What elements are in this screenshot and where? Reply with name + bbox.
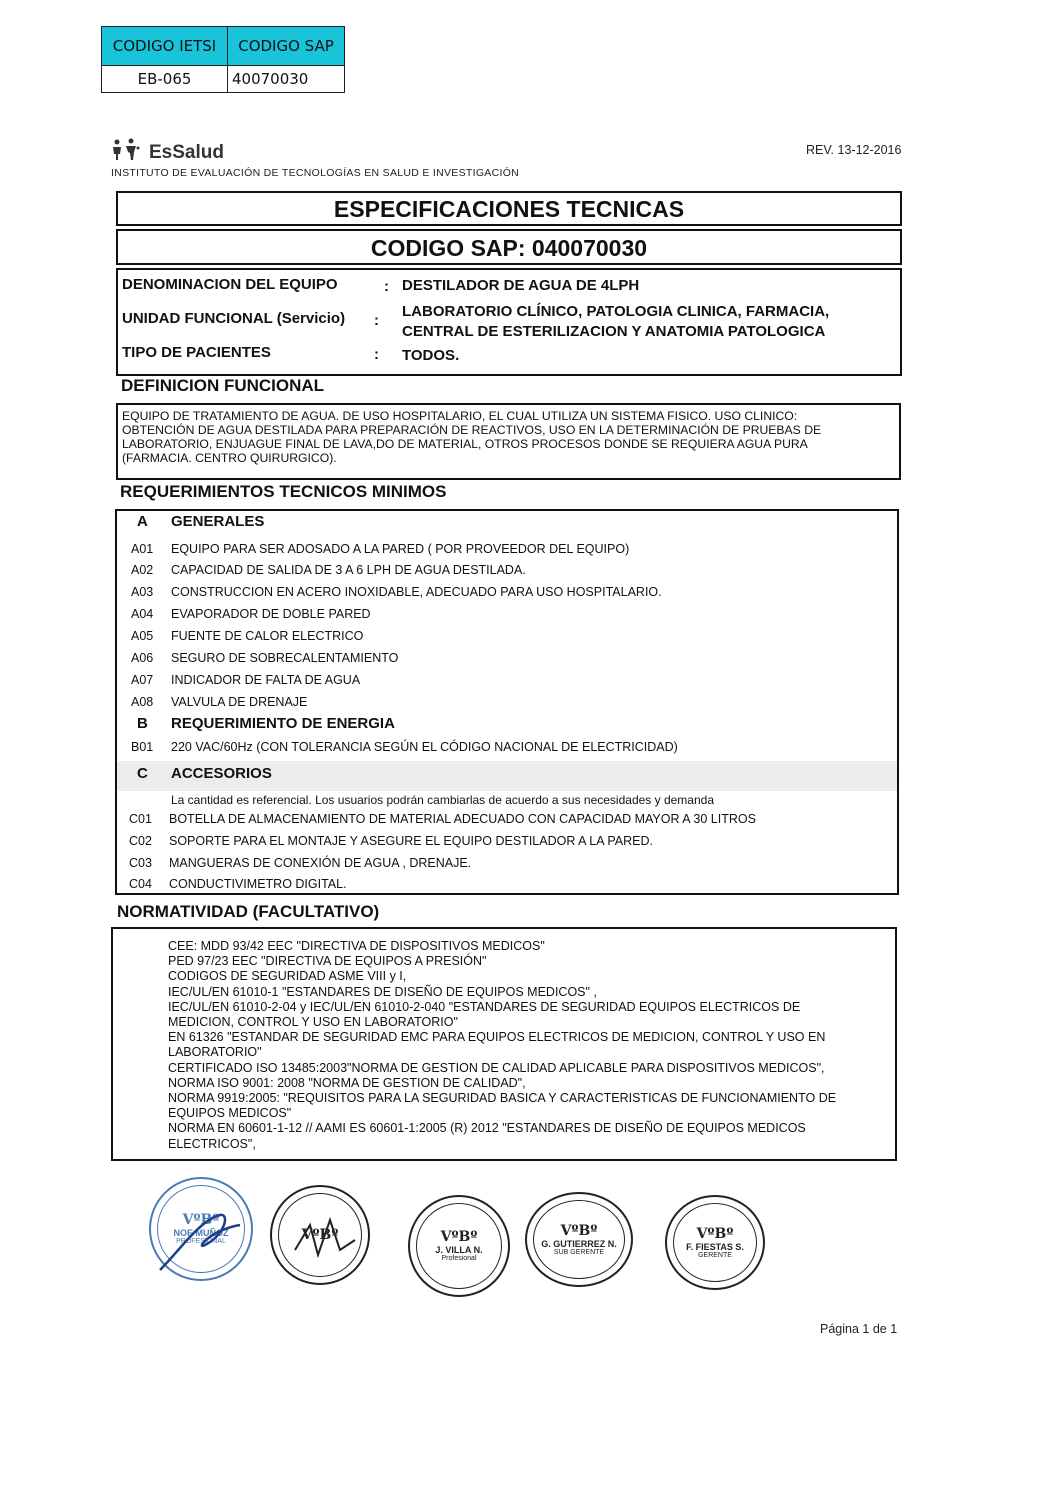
- definition-line: LABORATORIO, ENJUAGUE FINAL DE LAVA,DO DE MATERIAL, OTROS PROCESOS DONDE SE REQUIERA AGUA PURA: [122, 437, 808, 451]
- seal-name: G. GUTIERREZ N.: [541, 1238, 617, 1249]
- colon: :: [374, 346, 379, 363]
- requirement-code: A08: [131, 695, 154, 709]
- section-c-header: [117, 761, 897, 791]
- requirement-text: FUENTE DE CALOR ELECTRICO: [171, 629, 364, 643]
- requirement-row: [117, 585, 897, 605]
- requirement-text: EVAPORADOR DE DOBLE PARED: [171, 607, 371, 621]
- accessories-note: La cantidad es referencial. Los usuarios podrán cambiarlas de acuerdo a sus necesidades y demanda: [171, 793, 714, 807]
- requirement-row: [117, 834, 897, 854]
- institute-name: INSTITUTO DE EVALUACIÓN DE TECNOLOGÍAS EN SALUD E INVESTIGACIÓN: [111, 167, 520, 179]
- norm-line: NORMA ISO 9001: 2008 "NORMA DE GESTION DE CALIDAD",: [168, 1075, 526, 1090]
- logo-text: EsSalud: [149, 142, 224, 163]
- section-title: ACCESORIOS: [171, 765, 272, 782]
- requirement-code: A02: [131, 563, 154, 577]
- norm-line: ELECTRICOS",: [168, 1136, 256, 1151]
- requirement-text: CAPACIDAD DE SALIDA DE 3 A 6 LPH DE AGUA DESTILADA.: [171, 563, 526, 577]
- requirement-text: VALVULA DE DRENAJE: [171, 695, 308, 709]
- requirement-text: BOTELLA DE ALMACENAMIENTO DE MATERIAL ADECUADO CON CAPACIDAD MAYOR A 30 LITROS: [169, 812, 756, 826]
- definition-line: EQUIPO DE TRATAMIENTO DE AGUA. DE USO HOSPITALARIO, EL CUAL UTILIZA UN SISTEMA FISICO. USO CLINICO:: [122, 409, 798, 423]
- normativity-list: [168, 939, 875, 1152]
- requirements-box: [115, 509, 899, 895]
- section-letter: A: [137, 513, 148, 530]
- requirement-text: INDICADOR DE FALTA DE AGUA: [171, 673, 361, 687]
- requirement-row: [117, 607, 897, 627]
- requirement-row: [117, 812, 897, 832]
- requirement-row: [117, 542, 897, 562]
- approval-seal: [665, 1195, 765, 1290]
- seal-vb: VºBº: [560, 1222, 598, 1239]
- equipment-value: DESTILADOR DE AGUA DE 4LPH: [402, 277, 640, 294]
- requirement-code: A07: [131, 673, 154, 687]
- requirement-code: C01: [129, 812, 152, 826]
- requirement-code: A03: [131, 585, 154, 599]
- seal-name: J. VILLA N.: [435, 1245, 483, 1255]
- header-ietsi: CODIGO IETSI: [102, 27, 228, 66]
- requirement-code: C04: [129, 877, 152, 891]
- colon: :: [374, 312, 379, 329]
- requirement-code: B01: [131, 740, 154, 754]
- section-letter: B: [137, 715, 148, 732]
- requirement-row: [117, 740, 897, 760]
- revision-date: REV. 13-12-2016: [806, 143, 902, 157]
- norm-line: IEC/UL/EN 61010-2-04 y IEC/UL/EN 61010-2-040 "ESTANDARES DE SEGURIDAD EQUIPOS ELECTRICOS DE: [168, 999, 801, 1014]
- equipment-label: DENOMINACION DEL EQUIPO: [122, 276, 338, 293]
- seal-name: NOE MUÑOZ: [173, 1228, 229, 1238]
- section-title: GENERALES: [171, 513, 265, 530]
- seal-vb: VºBº: [440, 1229, 478, 1245]
- equipment-info: [116, 268, 902, 376]
- requirement-row: [117, 651, 897, 671]
- requirement-row: [117, 877, 897, 897]
- header-sap: CODIGO SAP: [228, 27, 345, 66]
- value-sap: 40070030: [228, 66, 345, 93]
- seal-role: Profesional: [441, 1255, 477, 1262]
- requirement-code: A05: [131, 629, 154, 643]
- requirements-title: REQUERIMIENTOS TECNICOS MINIMOS: [120, 482, 447, 501]
- code-table-values: [102, 66, 345, 93]
- requirement-row: [117, 629, 897, 649]
- definition-line: OBTENCIÓN DE AGUA DESTILADA PARA PREPARACIÓN DE REACTIVOS, USO EN LA DETERMINACIÓN DE PRUEBAS DE: [122, 423, 822, 437]
- norm-line: IEC/UL/EN 61010-1 "ESTANDARES DE DISEÑO DE EQUIPOS MEDICOS" ,: [168, 984, 597, 999]
- norm-line: EQUIPOS MEDICOS": [168, 1106, 292, 1121]
- requirement-text: MANGUERAS DE CONEXIÓN DE AGUA , DRENAJE.: [169, 856, 472, 870]
- definition-title: DEFINICION FUNCIONAL: [121, 376, 325, 395]
- document-title: ESPECIFICACIONES TECNICAS: [116, 191, 902, 226]
- requirement-row: [117, 695, 897, 715]
- patients-label: TIPO DE PACIENTES: [122, 344, 271, 361]
- requirement-row: [117, 673, 897, 693]
- code-table-header: [102, 27, 345, 66]
- unit-label: UNIDAD FUNCIONAL (Servicio): [122, 310, 346, 327]
- normativity-box: [111, 927, 897, 1161]
- definition-line: (FARMACIA. CENTRO QUIRURGICO).: [122, 451, 337, 465]
- page-number: Página 1 de 1: [820, 1322, 898, 1336]
- section-title: REQUERIMIENTO DE ENERGIA: [171, 715, 395, 732]
- seal-role: PROFESIONAL: [176, 1238, 226, 1245]
- norm-line: NORMA EN 60601-1-12 // AAMI ES 60601-1:2005 (R) 2012 "ESTANDARES DE DISEÑO DE EQUIPOS MEDICOS: [168, 1121, 806, 1136]
- sap-code-title: CODIGO SAP: 040070030: [116, 229, 902, 265]
- unit-value-line1: LABORATORIO CLÍNICO, PATOLOGIA CLINICA, FARMACIA,: [402, 303, 830, 320]
- requirement-text: SOPORTE PARA EL MONTAJE Y ASEGURE EL EQUIPO DESTILADOR A LA PARED.: [169, 834, 653, 848]
- requirement-code: A06: [131, 651, 154, 665]
- requirement-code: A01: [131, 542, 154, 556]
- norm-line: CERTIFICADO ISO 13485:2003"NORMA DE GESTION DE CALIDAD APLICABLE PARA DISPOSITIVOS MEDICOS",: [168, 1060, 825, 1075]
- unit-value-line2: CENTRAL DE ESTERILIZACION Y ANATOMIA PATOLOGICA: [402, 323, 826, 340]
- seal-vb: VºBº: [182, 1212, 220, 1228]
- seal-name: F. FIESTAS S.: [686, 1241, 744, 1252]
- requirement-code: A04: [131, 607, 154, 621]
- normativity-title: NORMATIVIDAD (FACULTATIVO): [117, 902, 380, 921]
- requirement-code: C03: [129, 856, 152, 870]
- requirement-text: EQUIPO PARA SER ADOSADO A LA PARED ( POR PROVEEDOR DEL EQUIPO): [171, 542, 630, 556]
- requirement-row: [117, 563, 897, 583]
- seal-role: SUB GERENTE: [553, 1248, 605, 1256]
- seal-vb: VºBº: [301, 1227, 339, 1243]
- norm-line: LABORATORIO": [168, 1045, 262, 1060]
- norm-line: CEE: MDD 93/42 EEC "DIRECTIVA DE DISPOSITIVOS MEDICOS": [168, 939, 545, 953]
- section-letter: C: [137, 765, 148, 782]
- signature-icon: [150, 1200, 260, 1280]
- approval-seal: [408, 1195, 510, 1297]
- norm-line: EN 61326 "ESTANDAR DE SEGURIDAD EMC PARA EQUIPOS ELECTRICOS DE MEDICION, CONTROL Y USO EN: [168, 1030, 826, 1045]
- people-icon: [111, 138, 141, 168]
- norm-line: NORMA 9919:2005: "REQUISITOS PARA LA SEGURIDAD BASICA Y CARACTERISTICAS DE FUNCIONAMIENTO DE: [168, 1091, 837, 1106]
- essalud-logo: [111, 138, 224, 168]
- norm-line: CODIGOS DE SEGURIDAD ASME VIII y I,: [168, 969, 407, 984]
- patients-value: TODOS.: [402, 347, 460, 364]
- requirement-text: CONDUCTIVIMETRO DIGITAL.: [169, 877, 347, 891]
- requirement-code: C02: [129, 834, 152, 848]
- requirement-row: [117, 856, 897, 876]
- definition-box: [116, 403, 901, 480]
- requirement-text: SEGURO DE SOBRECALENTAMIENTO: [171, 651, 399, 665]
- code-table: [101, 26, 345, 93]
- section-b-header: [117, 715, 897, 735]
- norm-line: PED 97/23 EEC "DIRECTIVA DE EQUIPOS A PRESIÓN": [168, 954, 487, 969]
- norm-line: MEDICION, CONTROL Y USO EN LABORATORIO": [168, 1015, 458, 1030]
- approval-seal: [525, 1192, 633, 1287]
- signature-icon: [290, 1210, 360, 1270]
- colon: :: [384, 278, 389, 295]
- requirement-text: 220 VAC/60Hz (CON TOLERANCIA SEGÚN EL CÓDIGO NACIONAL DE ELECTRICIDAD): [171, 740, 678, 754]
- value-ietsi: EB-065: [102, 66, 228, 93]
- section-a-header: [117, 513, 897, 533]
- seal-role: GERENTE: [698, 1251, 732, 1259]
- seal-vb: VºBº: [696, 1225, 734, 1242]
- requirement-text: CONSTRUCCION EN ACERO INOXIDABLE, ADECUADO PARA USO HOSPITALARIO.: [171, 585, 662, 599]
